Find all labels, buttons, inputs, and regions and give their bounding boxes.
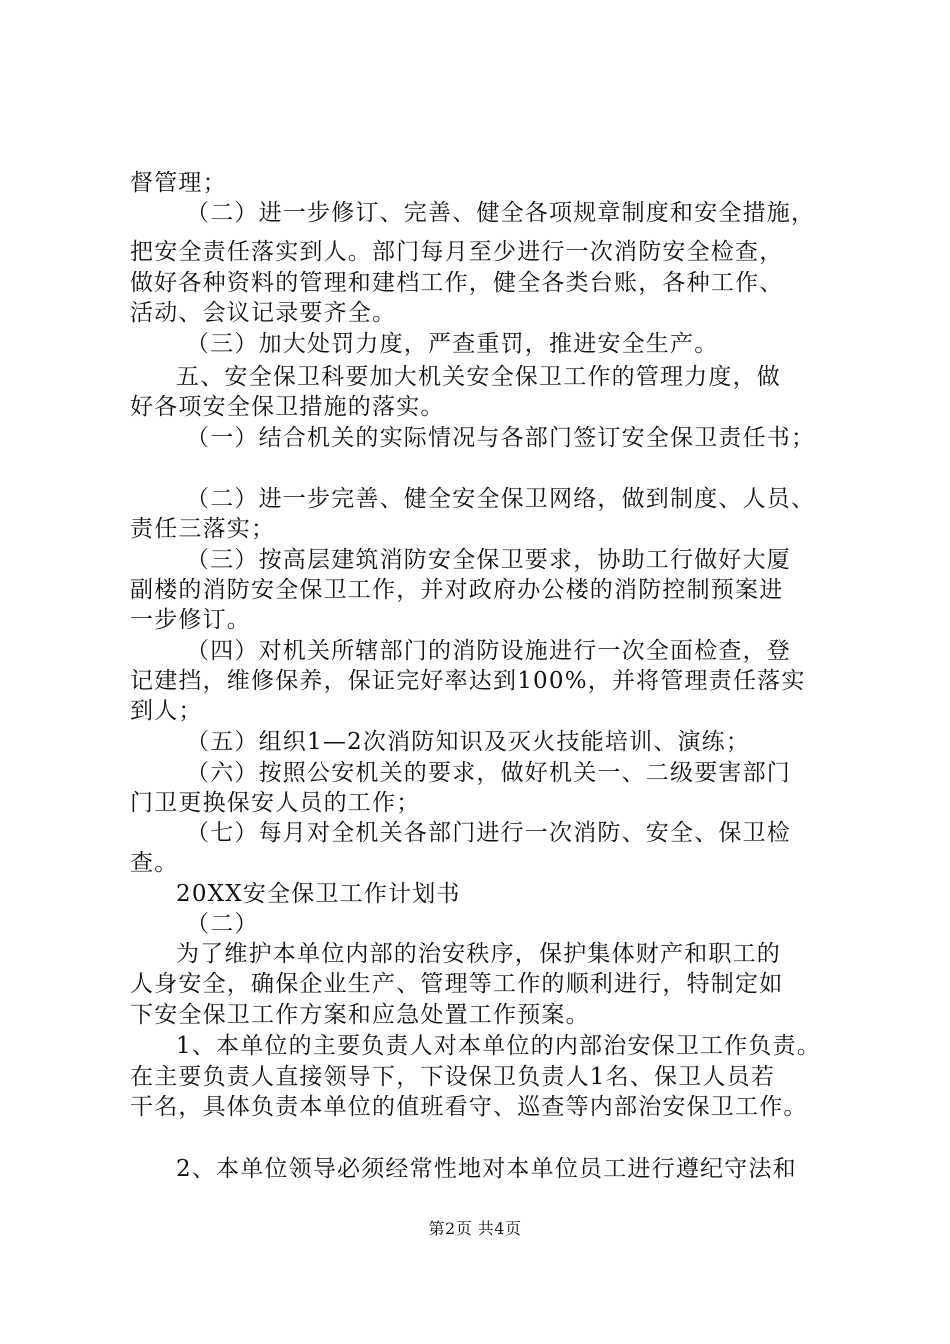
text-line: 在主要负责人直接领导下，下设保卫负责人1名、保卫人员若: [130, 1064, 776, 1090]
text-line: 门卫更换保安人员的工作；: [130, 790, 421, 816]
text-line: 到人；: [130, 698, 203, 724]
text-line: 2、本单位领导必须经常性地对本单位员工进行遵纪守法和: [176, 1156, 797, 1182]
text-line: （一）结合机关的实际情况与各部门签订安全保卫责任书；: [186, 425, 816, 451]
text-line: （七）每月对全机关各部门进行一次消防、安全、保卫检: [186, 820, 791, 846]
text-line: 督管理；: [130, 170, 227, 196]
section-title: 20XX安全保卫工作计划书: [176, 881, 461, 907]
text-line: 干名，具体负责本单位的值班看守、巡查等内部治安保卫工作。: [130, 1094, 808, 1120]
text-line: 人身安全，确保企业生产、管理等工作的顺利进行，特制定如: [130, 971, 784, 997]
text-line: （二）进一步完善、健全安全保卫网络，做到制度、人员、: [186, 486, 816, 512]
text-line: （六）按照公安机关的要求，做好机关一、二级要害部门: [186, 760, 791, 786]
text-line: （二）进一步修订、完善、健全各项规章制度和安全措施，: [186, 200, 816, 226]
text-line: （三）加大处罚力度，严查重罚，推进安全生产。: [186, 331, 719, 357]
text-line: 好各项安全保卫措施的落实。: [130, 394, 445, 420]
text-line: 责任三落实；: [130, 516, 276, 542]
text-line: 1、本单位的主要负责人对本单位的内部治安保卫工作负责。: [176, 1033, 822, 1059]
text-line: （二）: [186, 911, 259, 937]
text-line: 下安全保卫工作方案和应急处置工作预案。: [130, 1002, 590, 1028]
text-line: 把安全责任落实到人。部门每月至少进行一次消防安全检查，: [130, 239, 784, 265]
text-line: （三）按高层建筑消防安全保卫要求，协助工行做好大厦: [186, 547, 791, 573]
text-line: （五）组织1—2次消防知识及灭火技能培训、演练；: [186, 729, 751, 755]
text-line: 查。: [130, 850, 179, 876]
text-line: 副楼的消防安全保卫工作，并对政府办公楼的消防控制预案进: [130, 577, 784, 603]
text-line: 活动、会议记录要齐全。: [130, 300, 397, 326]
text-line: 五、安全保卫科要加大机关安全保卫工作的管理力度，做: [176, 364, 781, 390]
text-line: （四）对机关所辖部门的消防设施进行一次全面检查，登: [186, 638, 791, 664]
text-line: 为了维护本单位内部的治安秩序，保护集体财产和职工的: [176, 941, 781, 967]
text-line: 一步修订。: [130, 607, 251, 633]
page-number-footer: 第2页 共4页: [428, 1219, 522, 1238]
text-line: 做好各种资料的管理和建档工作，健全各类台账，各种工作、: [130, 270, 784, 296]
text-line: 记建挡，维修保养，保证完好率达到100%，并将管理责任落实: [130, 668, 806, 694]
